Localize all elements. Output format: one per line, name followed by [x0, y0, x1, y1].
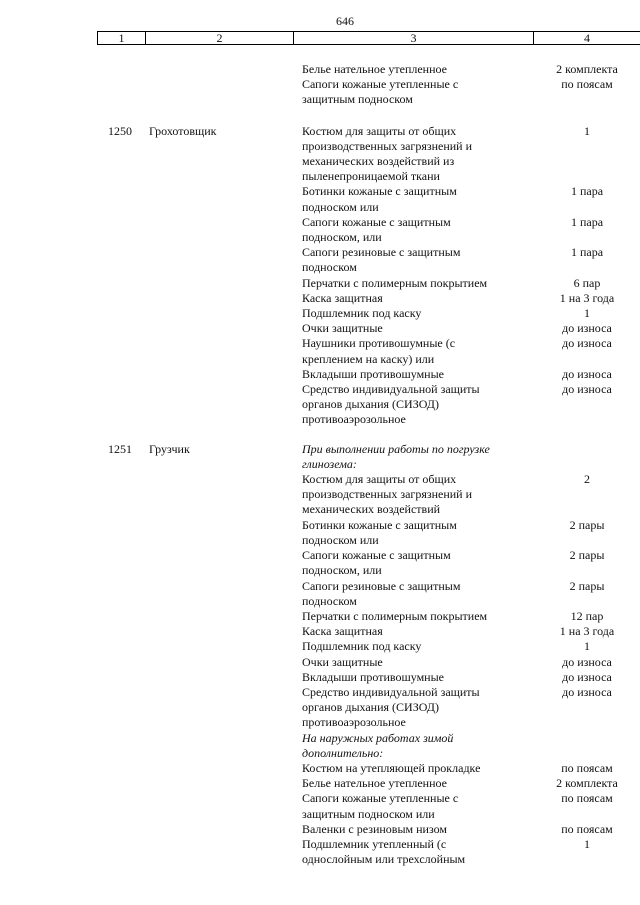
item-quantity: 1 на 3 года [559, 290, 615, 305]
item-name: Костюм для защиты от общих производственных загрязнений и механических воздействий [302, 472, 473, 517]
item-section-heading: На наружных работах зимой дополнительно: [302, 730, 454, 760]
list-item [0, 776, 640, 791]
item-quantity: 2 комплекта [556, 776, 618, 791]
item-quantity: 12 пар [570, 608, 604, 623]
entry-number: 1251 [108, 441, 132, 456]
column-header-2: 2 [146, 32, 294, 44]
item-name: Подшлемник утепленный (с однослойным или трехслойным [302, 836, 466, 867]
item-quantity: до износа [562, 669, 612, 684]
list-item [0, 731, 640, 761]
list-item [0, 124, 640, 185]
item-name: Сапоги резиновые с защитным подноском [302, 245, 461, 275]
item-name: Вкладыши противошумные [302, 669, 444, 684]
item-name: Наушники противошумные (с креплением на каску) или [302, 336, 456, 366]
list-item [0, 579, 640, 609]
column-header-4: 4 [584, 31, 590, 45]
list-item [0, 685, 640, 731]
table-row [0, 442, 640, 868]
item-name: Средство индивидуальной защиты органов дыхания (СИЗОД) противоаэрозольное [302, 684, 480, 730]
list-item [0, 472, 640, 518]
item-quantity: 2 пары [569, 578, 605, 593]
item-quantity: по поясам [561, 821, 613, 836]
item-quantity: 1 пара [570, 184, 604, 199]
list-item [0, 321, 640, 336]
item-quantity: до износа [562, 321, 612, 336]
item-quantity: по поясам [561, 791, 613, 806]
list-item [0, 609, 640, 624]
list-item [0, 367, 640, 382]
list-item [0, 215, 640, 245]
item-name: Сапоги кожаные утепленные с защитным подноском [302, 77, 459, 107]
item-name: Очки защитные [302, 321, 383, 336]
spacer [0, 428, 640, 442]
item-name: Белье нательное утепленное [302, 776, 447, 791]
list-item [0, 276, 640, 291]
list-item [0, 306, 640, 321]
column-header-1: 1 [98, 32, 146, 44]
item-name: Сапоги резиновые с защитным подноском [302, 578, 461, 608]
item-name: Подшлемник под каску [302, 639, 422, 654]
item-quantity: 1 [584, 639, 590, 654]
item-name: Ботинки кожаные с защитным подноском или [302, 517, 457, 547]
column-header-3: 3 [294, 32, 534, 44]
item-name: Валенки с резиновым низом [302, 821, 448, 836]
item-name: Сапоги кожаные с защитным подноском, или [302, 548, 451, 578]
table-row [0, 124, 640, 428]
item-name: Костюм на утепляющей прокладке [302, 760, 481, 775]
item-quantity: 1 [584, 836, 590, 851]
item-quantity: до износа [562, 382, 612, 397]
spacer [0, 108, 640, 124]
list-item [0, 518, 640, 548]
list-item [0, 624, 640, 639]
item-quantity: 6 пар [573, 275, 601, 290]
item-name: Костюм для защиты от общих производственных загрязнений и механических воздействий из пыленепроницаемой ткани [302, 123, 473, 184]
item-quantity: 1 [584, 306, 590, 321]
profession-name: Грохотовщик [149, 123, 217, 138]
item-quantity: 1 на 3 года [559, 624, 615, 639]
list-item [0, 655, 640, 670]
item-quantity: 2 пары [569, 548, 605, 563]
table-body [0, 62, 640, 867]
list-item [0, 291, 640, 306]
item-quantity: 2 комплекта [556, 62, 618, 76]
item-name: Каска защитная [302, 290, 383, 305]
profession-name: Грузчик [149, 441, 190, 456]
list-item [0, 639, 640, 654]
item-quantity: 1 пара [570, 214, 604, 229]
item-name: Подшлемник под каску [302, 306, 422, 321]
item-name: Средство индивидуальной защиты органов дыхания (СИЗОД) противоаэрозольное [302, 382, 480, 427]
list-item [0, 442, 640, 472]
item-name: Вкладыши противошумные [302, 366, 444, 381]
list-item [0, 382, 640, 428]
list-item [0, 761, 640, 776]
item-name: Перчатки с полимерным покрытием [302, 275, 488, 290]
list-item [0, 77, 640, 107]
list-item [0, 184, 640, 214]
continuation-block [0, 62, 640, 108]
item-quantity: по поясам [561, 760, 613, 775]
list-item [0, 62, 640, 77]
item-quantity: 2 [584, 472, 590, 487]
page-number: 646 [336, 14, 354, 28]
list-item [0, 822, 640, 837]
list-item [0, 837, 640, 867]
item-name: Перчатки с полимерным покрытием [302, 608, 488, 623]
list-item [0, 548, 640, 578]
table-header [97, 31, 640, 45]
item-quantity: до износа [562, 684, 612, 699]
list-item [0, 791, 640, 821]
item-name: Ботинки кожаные с защитным подноском или [302, 184, 457, 214]
list-item [0, 670, 640, 685]
item-name: Сапоги кожаные с защитным подноском, или [302, 214, 451, 245]
list-item [0, 336, 640, 366]
list-item [0, 245, 640, 275]
item-name: Сапоги кожаные утепленные с защитным подноском или [302, 791, 459, 821]
item-quantity: 1 [584, 123, 590, 138]
item-section-heading: При выполнении работы по погрузке глинозема: [302, 441, 490, 471]
item-quantity: 1 пара [570, 245, 604, 260]
item-quantity: до износа [562, 366, 612, 381]
item-quantity: 2 пары [569, 517, 605, 532]
item-name: Каска защитная [302, 624, 383, 639]
item-quantity: до износа [562, 336, 612, 351]
item-quantity: до износа [562, 654, 612, 669]
item-quantity: по поясам [561, 77, 613, 92]
entry-number: 1250 [108, 123, 132, 138]
item-name: Очки защитные [302, 654, 383, 669]
item-name: Белье нательное утепленное [302, 62, 447, 76]
